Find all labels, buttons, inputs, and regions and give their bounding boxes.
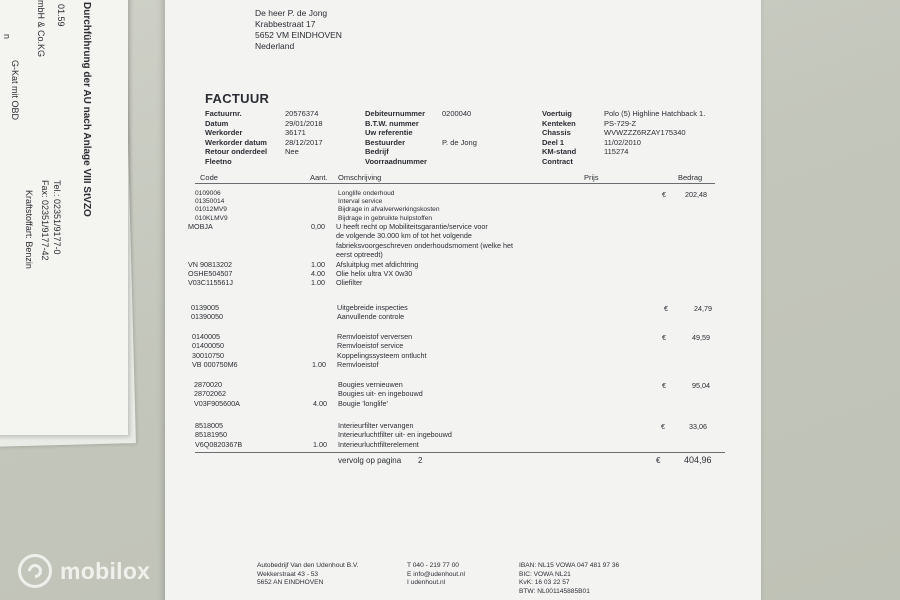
meta-value: 11/02/2010 — [604, 137, 641, 147]
line-description: Bougies uit- en ingebouwd — [338, 389, 423, 399]
total-currency: € — [656, 456, 661, 465]
line-code: VN 90813202 — [188, 259, 232, 269]
group1-desc-small — [338, 190, 440, 223]
total-amount: 404,96 — [684, 455, 712, 465]
recipient-city: 5652 VM EINDHOVEN — [255, 29, 342, 40]
meta-label: Factuurnr. — [205, 109, 242, 118]
footer-bic: BIC: VOWA NL21 — [519, 570, 571, 578]
line-qty: 1.00 — [311, 259, 325, 269]
meta-value: 0200040 — [442, 109, 472, 118]
group3-qty — [312, 332, 326, 370]
line-qty: 0,00 — [311, 222, 325, 231]
footer-phone: T 040 - 219 77 00 — [407, 562, 459, 569]
line-description: U heeft recht op Mobiliteitsgarantie/service voor — [336, 222, 488, 231]
meta-label: Datum — [205, 118, 229, 128]
meta-label: Debiteurnummer — [365, 109, 426, 118]
left-doc-line: G-Kat mit OBD — [10, 60, 20, 121]
group5-qty — [313, 421, 327, 449]
col-header-price: Prijs — [584, 173, 599, 182]
meta-label: Voertuig — [542, 109, 572, 118]
col-header-qty: Aant. — [310, 173, 328, 182]
line-qty: 4.00 — [313, 398, 327, 408]
group2-codes — [191, 303, 223, 322]
recipient-address — [255, 8, 342, 52]
meta-label: Bedrijf — [365, 147, 389, 157]
group1-amount: 202,48 — [685, 190, 707, 199]
footer-email: E info@udenhout.nl — [407, 570, 466, 578]
line-code: 010KLMV9 — [195, 214, 228, 222]
meta-label: Fleetno — [205, 156, 232, 166]
line-code: VB 000750M6 — [192, 360, 238, 370]
recipient-country: Nederland — [255, 40, 295, 51]
line-qty: 4.00 — [311, 269, 325, 279]
line-description: Longlife onderhoud — [338, 190, 395, 197]
group2-currency: € — [664, 304, 668, 313]
meta-col2-values — [442, 109, 477, 147]
recipient-street: Krabbestraat 17 — [255, 18, 316, 29]
line-description: Bijdrage in gebruikte hulpstoffen — [338, 214, 433, 222]
meta-label: Retour onderdeel — [205, 147, 268, 157]
line-code: 01350014 — [195, 198, 225, 206]
meta-label: B.T.W. nummer — [365, 118, 419, 128]
meta-label: Chassis — [542, 128, 571, 138]
group5-amount: 33,06 — [689, 422, 707, 431]
group2-descriptions — [337, 303, 408, 322]
meta-label: Werkorder datum — [205, 137, 267, 147]
left-doc-line: Fax: 02351/9177-42 — [40, 180, 50, 261]
line-description: fabrieksvoorgeschreven onderhoudsmoment (welke het — [336, 240, 513, 250]
line-description: Afsluitplug met afdichtring — [336, 259, 419, 269]
line-description: Oliefilter — [336, 278, 363, 288]
totals-divider — [195, 452, 725, 453]
line-description: Interieurfilter vervangen — [338, 421, 414, 430]
left-doc-line: 01.59 — [56, 4, 66, 27]
meta-value: PS-729-Z — [604, 118, 637, 128]
line-qty: 1.00 — [311, 278, 325, 288]
group1-codes — [188, 222, 233, 288]
group3-descriptions — [337, 332, 427, 370]
footer-company-name: Autobedrijf Van den Udenhout B.V. — [257, 562, 359, 569]
meta-value: 20576374 — [285, 109, 319, 118]
continued-label: vervolg op pagina — [338, 456, 402, 465]
line-qty: 1.00 — [313, 439, 327, 449]
line-description: Uitgebreide inspecties — [337, 303, 408, 312]
meta-value: 115274 — [604, 147, 629, 157]
group1-codes-small — [195, 190, 228, 223]
footer-company-street: Wekkerstraat 43 - 53 — [257, 570, 319, 578]
left-doc-line: n — [2, 34, 12, 40]
group3-codes — [192, 332, 238, 370]
col-header-description: Omschrijving — [338, 173, 382, 182]
line-code: MOBJA — [188, 222, 213, 231]
group1-descriptions — [336, 222, 513, 288]
meta-value: 28/12/2017 — [285, 137, 323, 147]
group4-codes — [194, 380, 240, 408]
left-doc-line: Kraftstoffart: Benzin — [24, 190, 34, 269]
line-code: 01400050 — [192, 341, 224, 351]
left-paper-front — [0, 0, 128, 435]
line-description: Bijdrage in afvalverwerkingskosten — [338, 206, 440, 214]
line-code: 0109006 — [195, 190, 221, 197]
mobilox-watermark — [18, 554, 150, 588]
group3-currency: € — [662, 333, 666, 342]
meta-value — [442, 128, 477, 138]
meta-col3-values — [604, 109, 705, 157]
meta-value: P. de Jong — [442, 137, 477, 147]
col-header-amount: Bedrag — [678, 173, 703, 182]
left-doc-heading: Durchführung der AU nach Anlage VIII StVZO — [81, 2, 92, 217]
group5-descriptions — [338, 421, 452, 449]
line-description: Remvloeistof — [337, 360, 379, 370]
group4-descriptions — [338, 380, 423, 408]
line-description: de volgende 30.000 km of tot het volgende — [336, 231, 472, 241]
group3-amount: 49,59 — [692, 333, 710, 342]
line-code: V6Q0820367B — [195, 439, 243, 449]
meta-value — [442, 119, 477, 129]
line-description: eerst optreedt) — [336, 250, 383, 260]
line-description: Remvloeistof verversen — [337, 332, 413, 341]
line-description: Interval service — [338, 198, 383, 206]
line-description: Aanvullende controle — [337, 312, 405, 322]
footer-iban: IBAN: NL15 VOWA 047 481 97 36 — [519, 562, 620, 569]
group5-currency: € — [661, 422, 665, 431]
meta-label: Deel 1 — [542, 137, 565, 147]
header-divider — [195, 183, 715, 184]
footer-btw: BTW: NL001145885B01 — [519, 587, 590, 595]
meta-label: KM-stand — [542, 147, 577, 157]
meta-value: 36171 — [285, 128, 306, 138]
meta-col3-labels — [542, 109, 576, 167]
recipient-name: De heer P. de Jong — [255, 8, 328, 18]
left-doc-line: mbH & Co.KG — [36, 0, 46, 58]
group5-codes — [195, 421, 242, 449]
group2-amount: 24,79 — [694, 304, 712, 313]
line-code: 0140005 — [192, 332, 220, 341]
line-code: 01390050 — [191, 312, 223, 322]
line-description: Olie helix ultra VX 0w30 — [336, 269, 413, 279]
meta-col2-labels — [365, 109, 427, 167]
group4-amount: 95,04 — [692, 381, 710, 390]
line-code: 30010750 — [192, 350, 224, 360]
mobilox-logo-icon — [18, 554, 52, 588]
line-code: 28702062 — [194, 389, 226, 399]
line-code: 0139005 — [191, 303, 219, 312]
footer-kvk: KvK: 16 03 22 57 — [519, 579, 570, 587]
col-header-code: Code — [200, 173, 218, 182]
footer-contact — [407, 562, 465, 588]
invoice-title: FACTUUR — [205, 91, 270, 106]
line-code: V03F905600A — [194, 398, 240, 408]
footer-bank — [519, 562, 619, 596]
line-code: OSHE504507 — [188, 269, 233, 279]
meta-label: Contract — [542, 156, 573, 166]
line-description: Koppelingssysteem ontlucht — [337, 350, 427, 360]
line-description: Bougies vernieuwen — [338, 380, 403, 389]
meta-value: Nee — [285, 147, 299, 157]
meta-label: Voorraadnummer — [365, 156, 427, 166]
line-description: Interieurluchtfilter uit- en ingebouwd — [338, 430, 452, 440]
footer-website: I udenhout.nl — [407, 579, 446, 587]
left-doc-line: Tel.: 02351/9177-0 — [52, 180, 62, 255]
line-code: 01012MV9 — [195, 206, 227, 214]
meta-label: Kenteken — [542, 118, 576, 128]
meta-value: Polo (5) Highline Hatchback 1. — [604, 109, 706, 118]
meta-label: Bestuurder — [365, 137, 406, 147]
group4-qty — [313, 380, 327, 408]
group1-currency: € — [662, 190, 666, 199]
meta-label: Werkorder — [205, 128, 243, 138]
continued-page: 2 — [418, 456, 423, 465]
invoice-sheet — [165, 0, 761, 600]
footer-company — [257, 562, 359, 588]
line-code: 8518005 — [195, 421, 223, 430]
line-code: V03C115561J — [188, 278, 234, 288]
meta-value: WVWZZZ6RZAY175340 — [604, 128, 686, 138]
meta-col1-labels — [205, 109, 267, 167]
meta-col1-values — [285, 109, 323, 157]
line-description: Remvloeistof service — [337, 341, 404, 351]
line-code: 2870020 — [194, 380, 222, 389]
line-description: Interieurluchtfilterelement — [338, 439, 419, 449]
line-code: 85181950 — [195, 430, 227, 440]
footer-company-city: 5652 AN EINDHOVEN — [257, 579, 324, 587]
line-description: Bougie 'longlife' — [338, 398, 388, 408]
meta-label: Uw referentie — [365, 128, 413, 138]
watermark-text: mobilox — [60, 557, 151, 584]
left-paper-stack — [0, 0, 142, 445]
line-qty: 1.00 — [312, 360, 326, 370]
meta-value: 29/01/2018 — [285, 118, 323, 128]
group1-qty — [311, 222, 325, 288]
group4-currency: € — [662, 381, 666, 390]
